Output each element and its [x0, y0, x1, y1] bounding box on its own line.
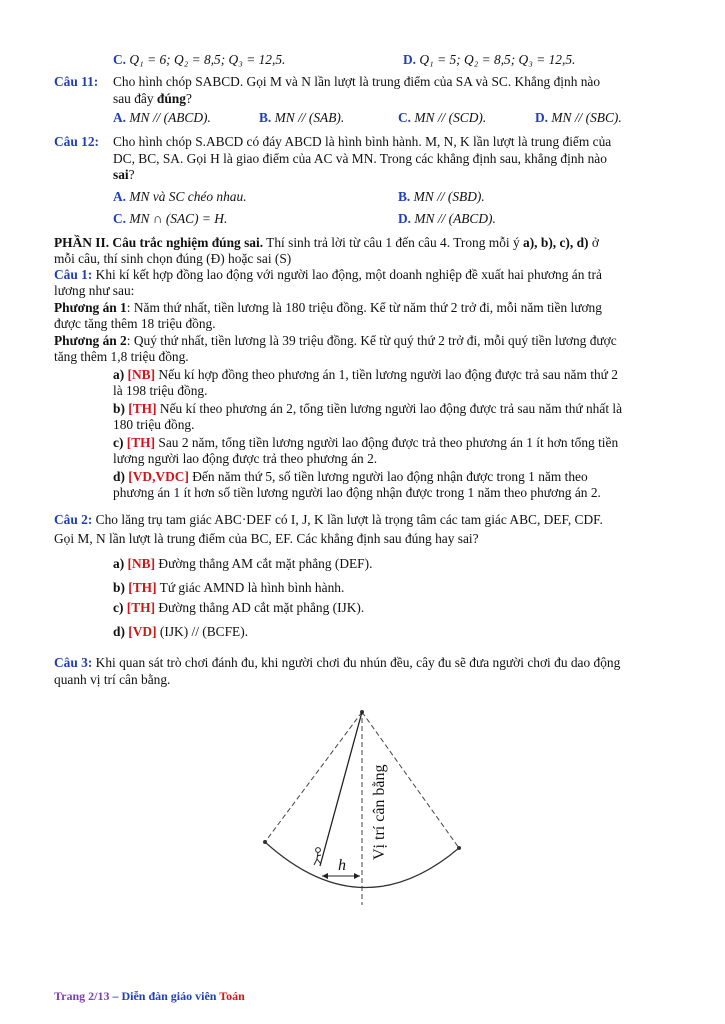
question-line: Cho hình chóp SABCD. Gọi M và N lần lượt là trung điểm của SA và SC. Khẳng định nào — [113, 74, 601, 89]
question-11-text — [113, 74, 674, 107]
h-label: h — [338, 857, 346, 874]
subject-name: Toán — [219, 989, 245, 1003]
question-12-label: Câu 12: — [54, 134, 100, 149]
option-label: C. — [113, 52, 127, 67]
q10-option-c — [113, 52, 285, 69]
c2-statement-a: a) [NB] Đường thẳng AM cắt mặt phẳng (DEF). — [113, 556, 373, 571]
c1-statement-d: d) [VD,VDC] Đến năm thứ 5, số tiền lương người lao động nhận được trong 1 năm theo — [113, 469, 588, 484]
q12-option-c: C. MN ∩ (SAC) = H. — [113, 211, 228, 226]
c1-statement-a: a) [NB] Nếu kí hợp đồng theo phương án 1, tiền lương người lao động được trả sau năm thứ 2 — [113, 367, 618, 382]
option-text: Q₁ = 5; Q₂ = 8,5; Q₃ = 12,5. — [419, 52, 576, 67]
q12-option-a: A. MN và SC chéo nhau. — [113, 189, 247, 204]
c1-stem-2: lương như sau: — [54, 283, 135, 298]
c1-statement-b: b) [TH] Nếu kí theo phương án 2, tổng tiền lương người lao động được trả sau năm thứ nhất là — [113, 401, 623, 416]
q11-option-b: B. MN // (SAB). — [259, 110, 345, 125]
c1-plan-1: Phương án 1: Năm thứ nhất, tiền lương là 180 triệu đồng. Kể từ năm thứ 2 trở đi, mỗi năm tiền lương — [54, 300, 602, 315]
question-11-label: Câu 11: — [54, 74, 99, 89]
c1-plan-2: Phương án 2: Quý thứ nhất, tiền lương là 39 triệu đồng. Kể từ quý thứ 2 trở đi, mỗi quý tiền lương được — [54, 333, 617, 348]
question-line: sai? — [113, 167, 135, 183]
page-number: Trang 2/13 — [54, 989, 110, 1003]
question-12-text — [113, 134, 674, 184]
forum-name: Diễn đàn giáo viên — [121, 989, 220, 1003]
part-2-intro: mỗi câu, thí sinh chọn đúng (Đ) hoặc sai (S) — [54, 251, 292, 266]
equilibrium-label: Vị trí cân bằng — [371, 764, 388, 860]
question-line: DC, BC, SA. Gọi H là giao điểm của AC và MN. Trong các khẳng định sau, khẳng định nào — [113, 150, 607, 166]
c1-stem: Câu 1: Khi kí kết hợp đồng lao động với người lao động, một doanh nghiệp đề xuất hai phương án trả — [54, 267, 602, 282]
page-footer: Trang 2/13 – Diễn đàn giáo viên Toán — [54, 989, 245, 1003]
c2-statement-b: b) [TH] Tứ giác AMND là hình bình hành. — [113, 580, 345, 595]
c1-plan-2-2: tăng thêm 1,8 triệu đồng. — [54, 349, 189, 364]
swing-diagram — [250, 700, 480, 910]
part-2-heading: PHẦN II. Câu trắc nghiệm đúng sai. Thí sinh trả lời từ câu 1 đến câu 4. Trong mỗi ý a), b), c), d) ở — [54, 235, 599, 250]
option-text: Q₁ = 6; Q₂ = 8,5; Q₃ = 12,5. — [129, 52, 286, 67]
c1-statement-c: c) [TH] Sau 2 năm, tổng tiền lương người lao động được trả theo phương án 1 ít hơn tổng tiền — [113, 435, 619, 450]
q11-option-a: A. MN // (ABCD). — [113, 110, 211, 125]
c2-statement-c: c) [TH] Đường thẳng AD cắt mặt phẳng (IJK). — [113, 600, 365, 615]
c2-stem-2: Gọi M, N lần lượt là trung điểm của BC, EF. Các khẳng định sau đúng hay sai? — [54, 531, 479, 546]
q11-option-c: C. MN // (SCD). — [398, 110, 487, 125]
c1-statement-b-2: 180 triệu đồng. — [113, 417, 195, 432]
person-icon — [314, 848, 321, 865]
c3-stem: Câu 3: Khi quan sát trò chơi đánh đu, khi người chơi đu nhún đều, cây đu sẽ đưa người chơi đu dao động — [54, 655, 621, 670]
swing-rope — [320, 712, 362, 866]
q11-option-d: D. MN // (SBC). — [535, 110, 622, 125]
c2-statement-d: d) [VD] (IJK) // (BCFE). — [113, 624, 249, 639]
option-label: D. — [403, 52, 417, 67]
question-line: sau đây đúng? — [113, 90, 192, 106]
c3-stem-2: quanh vị trí cân bằng. — [54, 672, 171, 687]
q12-option-d: D. MN // (ABCD). — [398, 211, 496, 226]
c1-plan-1-2: được tăng thêm 18 triệu đồng. — [54, 316, 216, 331]
c2-stem: Câu 2: Cho lăng trụ tam giác ABC·DEF có I, J, K lần lượt là trọng tâm các tam giác ABC, DEF, CDF. — [54, 512, 603, 527]
c1-statement-d-2: phương án 1 ít hơn số tiền lương người lao động nhận được trong 1 năm theo phương án 2. — [113, 485, 601, 500]
q10-option-d — [403, 52, 575, 69]
left-extreme-ray — [265, 712, 362, 842]
c1-statement-a-2: là 198 triệu đồng. — [113, 383, 208, 398]
question-line: Cho hình chóp S.ABCD có đáy ABCD là hình bình hành. M, N, K lần lượt là trung điểm của — [113, 134, 612, 149]
c1-statement-c-2: lương người lao động được trả theo phương án 2. — [113, 451, 378, 466]
q12-option-b: B. MN // (SBD). — [398, 189, 485, 204]
